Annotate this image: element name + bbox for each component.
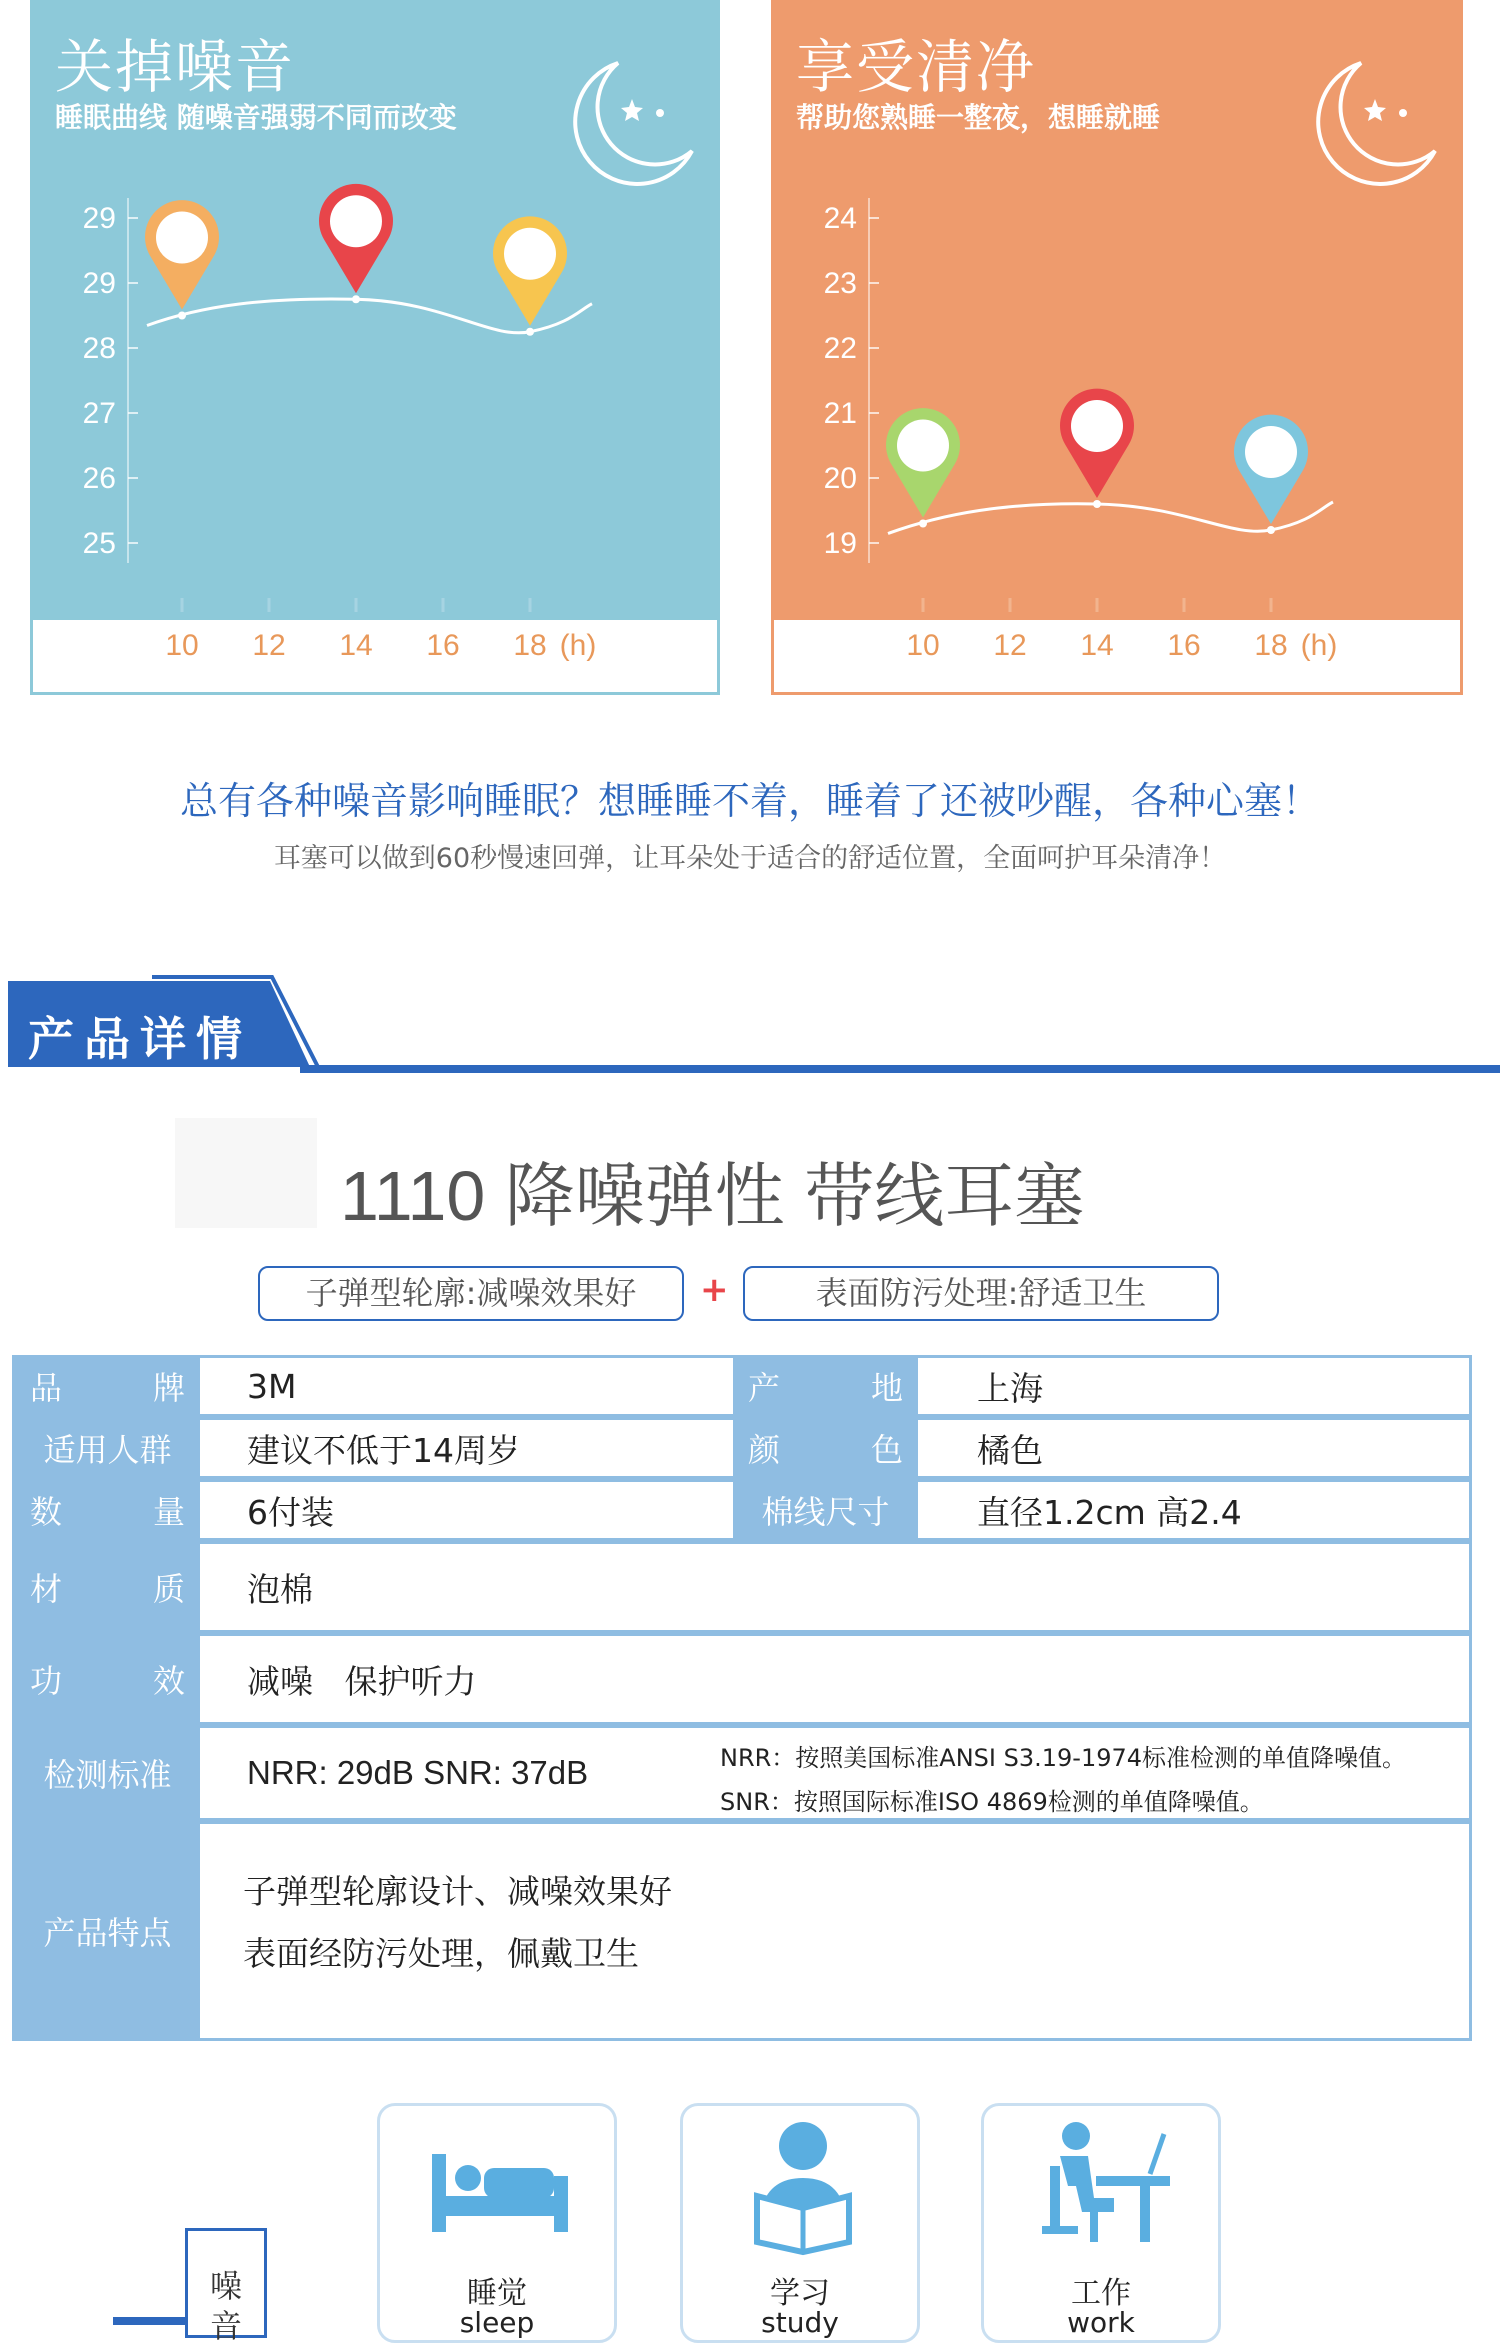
- x-tick-label: 14: [339, 629, 373, 662]
- noise-connector-line: [113, 2317, 185, 2325]
- y-tick-label: 28: [82, 332, 116, 365]
- map-pin-center: [330, 195, 382, 247]
- map-pin-center: [897, 420, 949, 472]
- spec-label-effect: [15, 1636, 200, 1722]
- feature-tag-shape: 子弹型轮廓:减噪效果好: [258, 1266, 684, 1321]
- product-title: 1110 降噪弹性 带线耳塞: [340, 1157, 1085, 1235]
- usage-card-sleep: [377, 2103, 617, 2343]
- label-char: 颜: [748, 1431, 781, 1469]
- spec-value-origin: 上海: [977, 1368, 1043, 1408]
- label-char: 品: [30, 1369, 63, 1407]
- feature-line-1: 子弹型轮廓设计、减噪效果好: [243, 1872, 672, 1911]
- spec-value-quantity: 6付装: [247, 1492, 334, 1532]
- y-tick-label: 25: [82, 527, 116, 560]
- sleep-curve-chart: [30, 0, 720, 698]
- usage-label: 睡觉: [467, 2276, 527, 2311]
- spec-row-features: [15, 1824, 1469, 2038]
- noise-char: 音: [210, 2307, 243, 2345]
- feature-line-2: 表面经防污处理，佩戴卫生: [243, 1934, 639, 1973]
- label-char: 功: [30, 1662, 63, 1700]
- curve-point: [352, 295, 360, 303]
- y-tick-label: 29: [82, 267, 116, 300]
- curve-point: [919, 520, 927, 528]
- x-tick-label: 16: [426, 629, 460, 662]
- usage-card-work: [981, 2103, 1221, 2343]
- y-tick-label: 26: [82, 462, 116, 495]
- x-tick-label: 16: [1167, 629, 1201, 662]
- y-tick-label: 19: [823, 527, 857, 560]
- spec-label-origin: [733, 1358, 918, 1414]
- spec-label-standard: 检测标准: [15, 1728, 200, 1818]
- spec-value-material: 泡棉: [247, 1569, 313, 1609]
- spec-value-size: 直径1.2cm 高2.4: [977, 1492, 1242, 1532]
- plus-sign: +: [700, 1270, 729, 1310]
- spec-label-brand: [15, 1358, 200, 1414]
- spec-row-material: [15, 1544, 1469, 1636]
- section-header: [0, 975, 1500, 1075]
- intro-body: 耳塞可以做到60秒慢速回弹，让耳朵处于适合的舒适位置，全面呵护耳朵清净！: [273, 843, 1227, 874]
- x-tick-label: 10: [165, 629, 199, 662]
- map-pin-center: [1245, 426, 1297, 478]
- spec-row-quantity: [15, 1482, 1469, 1544]
- y-tick-label: 27: [82, 397, 116, 430]
- spec-table: [12, 1355, 1472, 2041]
- y-tick-label: 20: [823, 462, 857, 495]
- spec-value-effect: 减噪 保护听力: [247, 1661, 477, 1701]
- usage-label-en: work: [1067, 2306, 1135, 2339]
- spec-label-material: [15, 1544, 200, 1630]
- noise-char: 噪: [210, 2267, 243, 2305]
- spec-value-age: 建议不低于14周岁: [247, 1430, 520, 1470]
- noise-chart-panel: [30, 0, 720, 698]
- panel-title: 享受清净: [796, 33, 1037, 101]
- y-tick-label: 24: [823, 202, 857, 235]
- x-tick-label: 14: [1080, 629, 1114, 662]
- section-title: 产品详情: [28, 1012, 252, 1066]
- x-tick-label: 10: [906, 629, 940, 662]
- spec-value-color: 橘色: [977, 1430, 1043, 1470]
- usage-label: 学习: [770, 2276, 830, 2311]
- spec-label-quantity: [15, 1482, 200, 1538]
- x-tick-label: 12: [993, 629, 1027, 662]
- label-char: 质: [152, 1570, 185, 1608]
- spec-label-features: 产品特点: [15, 1824, 200, 2038]
- x-tick-label: 18: [513, 629, 547, 662]
- label-char: 数: [30, 1493, 63, 1531]
- feature-tag-cleanliness: 表面防污处理:舒适卫生: [743, 1266, 1219, 1321]
- map-pin-center: [1071, 400, 1123, 452]
- usage-label-en: study: [761, 2306, 839, 2339]
- product-image-placeholder: [175, 1118, 317, 1228]
- label-char: 材: [30, 1570, 63, 1608]
- curve-point: [526, 328, 534, 336]
- map-pin-center: [156, 212, 208, 264]
- x-tick-label: 12: [252, 629, 286, 662]
- spec-row-effect: [15, 1636, 1469, 1728]
- spec-label-color: [733, 1420, 918, 1476]
- reading-person-icon: [723, 2116, 883, 2256]
- panel-title: 关掉噪音: [55, 33, 296, 101]
- y-tick-label: 22: [823, 332, 857, 365]
- x-unit-label: (h): [1300, 629, 1338, 662]
- panel-subtitle: 睡眠曲线 随噪音强弱不同而改变: [55, 101, 457, 134]
- sleep-curve-chart: [771, 0, 1463, 698]
- map-pin-center: [504, 228, 556, 280]
- noise-label-box: [185, 2228, 267, 2345]
- quiet-chart-panel: [771, 0, 1463, 698]
- label-char: 产: [748, 1369, 781, 1407]
- spec-label-size: 棉线尺寸: [733, 1482, 918, 1538]
- spec-row-brand: [15, 1358, 1469, 1420]
- label-char: 效: [152, 1662, 185, 1700]
- usage-card-study: [680, 2103, 920, 2343]
- label-char: 色: [870, 1431, 903, 1469]
- y-tick-label: 29: [82, 202, 116, 235]
- usage-label: 工作: [1071, 2276, 1131, 2311]
- spec-label-age: 适用人群: [15, 1420, 200, 1476]
- intro-headline: 总有各种噪音影响睡眠？想睡睡不着，睡着了还被吵醒，各种心塞！: [179, 779, 1320, 823]
- label-char: 牌: [152, 1369, 185, 1407]
- curve-point: [1093, 500, 1101, 508]
- label-char: 量: [152, 1493, 185, 1531]
- y-tick-label: 23: [823, 267, 857, 300]
- bed-icon: [420, 2116, 580, 2256]
- usage-label-en: sleep: [459, 2306, 535, 2339]
- label-char: 地: [870, 1369, 903, 1407]
- spec-row-age: [15, 1420, 1469, 1482]
- spec-row-standard: [15, 1728, 1469, 1824]
- x-unit-label: (h): [559, 629, 597, 662]
- curve-point: [178, 312, 186, 320]
- y-tick-label: 21: [823, 397, 857, 430]
- snr-note: SNR：按照国际标准ISO 4869检测的单值降噪值。: [720, 1788, 1264, 1816]
- desk-worker-icon: [1024, 2116, 1184, 2256]
- x-tick-label: 18: [1254, 629, 1288, 662]
- curve-point: [1267, 526, 1275, 534]
- spec-value-standard: NRR: 29dB SNR: 37dB: [247, 1754, 589, 1791]
- spec-value-brand: 3M: [247, 1366, 297, 1406]
- panel-subtitle: 帮助您熟睡一整夜，想睡就睡: [796, 101, 1161, 134]
- nrr-note: NRR：按照美国标准ANSI S3.19-1974标准检测的单值降噪值。: [720, 1744, 1407, 1772]
